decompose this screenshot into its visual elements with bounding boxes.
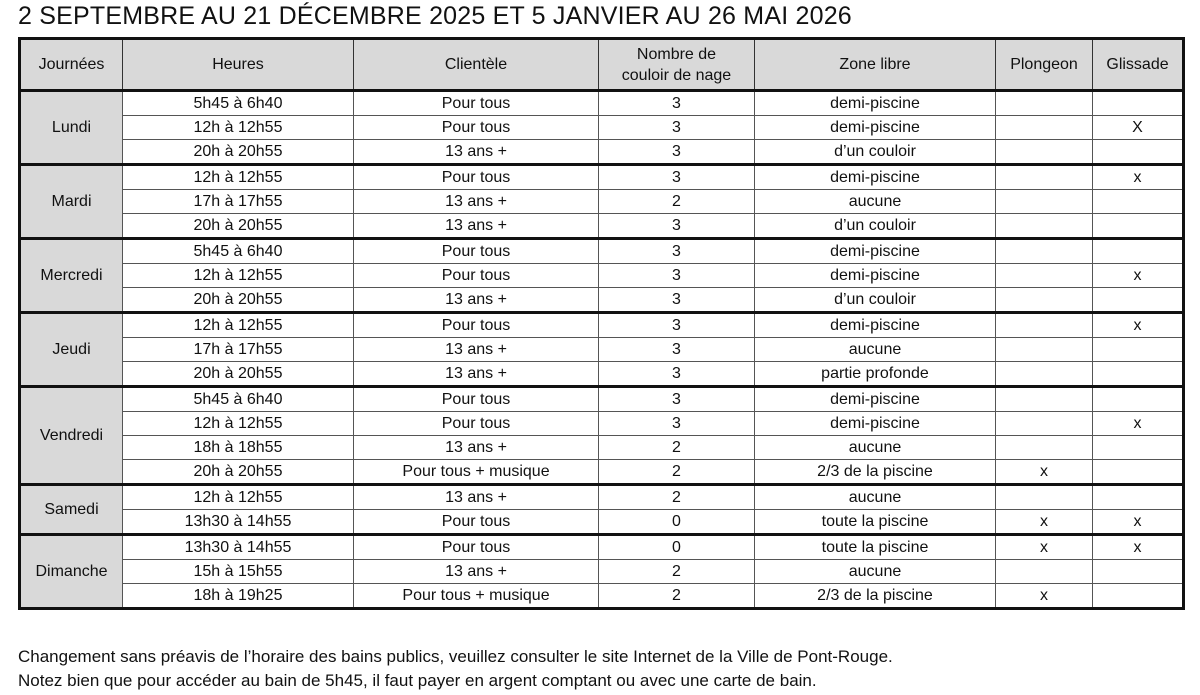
zone-cell: d’un couloir bbox=[755, 288, 996, 313]
table-row bbox=[20, 116, 1184, 140]
clientele-cell: 13 ans + bbox=[354, 485, 599, 510]
page-title: 2 SEPTEMBRE AU 21 DÉCEMBRE 2025 ET 5 JANVIER AU 26 MAI 2026 bbox=[18, 2, 852, 30]
table-row bbox=[20, 584, 1184, 609]
table-row bbox=[20, 313, 1184, 338]
lanes-cell: 3 bbox=[599, 412, 755, 436]
table-row bbox=[20, 214, 1184, 239]
table-header bbox=[20, 39, 1184, 91]
zone-cell: demi-piscine bbox=[755, 165, 996, 190]
zone-cell: toute la piscine bbox=[755, 535, 996, 560]
header-journees: Journées bbox=[20, 39, 123, 91]
clientele-cell: Pour tous bbox=[354, 165, 599, 190]
hours-cell: 12h à 12h55 bbox=[123, 165, 354, 190]
zone-cell: demi-piscine bbox=[755, 91, 996, 116]
slide-cell: x bbox=[1093, 535, 1184, 560]
day-cell: Jeudi bbox=[20, 313, 123, 387]
day-group bbox=[20, 239, 1184, 313]
lanes-cell: 3 bbox=[599, 140, 755, 165]
clientele-cell: 13 ans + bbox=[354, 362, 599, 387]
slide-cell bbox=[1093, 140, 1184, 165]
hours-cell: 20h à 20h55 bbox=[123, 362, 354, 387]
diving-cell: x bbox=[996, 510, 1093, 535]
diving-cell bbox=[996, 288, 1093, 313]
table-row bbox=[20, 535, 1184, 560]
hours-cell: 20h à 20h55 bbox=[123, 140, 354, 165]
zone-cell: demi-piscine bbox=[755, 116, 996, 140]
hours-cell: 5h45 à 6h40 bbox=[123, 239, 354, 264]
clientele-cell: Pour tous bbox=[354, 412, 599, 436]
header-heures: Heures bbox=[123, 39, 354, 91]
footer-line-1: Changement sans préavis de l’horaire des bains publics, veuillez consulter le site Internet de la Ville de Pont-Rouge. bbox=[18, 647, 893, 666]
header-zone: Zone libre bbox=[755, 39, 996, 91]
clientele-cell: Pour tous bbox=[354, 510, 599, 535]
hours-cell: 17h à 17h55 bbox=[123, 190, 354, 214]
table-row bbox=[20, 362, 1184, 387]
day-cell: Samedi bbox=[20, 485, 123, 535]
lanes-cell: 3 bbox=[599, 165, 755, 190]
hours-cell: 18h à 19h25 bbox=[123, 584, 354, 609]
hours-cell: 17h à 17h55 bbox=[123, 338, 354, 362]
slide-cell bbox=[1093, 584, 1184, 609]
diving-cell bbox=[996, 116, 1093, 140]
zone-cell: toute la piscine bbox=[755, 510, 996, 535]
zone-cell: d’un couloir bbox=[755, 214, 996, 239]
slide-cell bbox=[1093, 460, 1184, 485]
hours-cell: 20h à 20h55 bbox=[123, 460, 354, 485]
clientele-cell: Pour tous bbox=[354, 535, 599, 560]
lanes-cell: 3 bbox=[599, 387, 755, 412]
zone-cell: aucune bbox=[755, 190, 996, 214]
slide-cell: x bbox=[1093, 313, 1184, 338]
diving-cell: x bbox=[996, 535, 1093, 560]
day-group bbox=[20, 535, 1184, 609]
clientele-cell: Pour tous bbox=[354, 91, 599, 116]
hours-cell: 20h à 20h55 bbox=[123, 214, 354, 239]
zone-cell: demi-piscine bbox=[755, 412, 996, 436]
clientele-cell: 13 ans + bbox=[354, 436, 599, 460]
zone-cell: 2/3 de la piscine bbox=[755, 584, 996, 609]
diving-cell bbox=[996, 412, 1093, 436]
table-row bbox=[20, 412, 1184, 436]
clientele-cell: 13 ans + bbox=[354, 214, 599, 239]
hours-cell: 12h à 12h55 bbox=[123, 313, 354, 338]
hours-cell: 15h à 15h55 bbox=[123, 560, 354, 584]
lanes-cell: 3 bbox=[599, 264, 755, 288]
clientele-cell: 13 ans + bbox=[354, 288, 599, 313]
lanes-cell: 2 bbox=[599, 436, 755, 460]
slide-cell bbox=[1093, 436, 1184, 460]
table-row bbox=[20, 338, 1184, 362]
footer-line-2: Notez bien que pour accéder au bain de 5h45, il faut payer en argent comptant ou avec une carte de bain. bbox=[18, 671, 817, 690]
table-row bbox=[20, 460, 1184, 485]
clientele-cell: Pour tous bbox=[354, 313, 599, 338]
slide-cell: x bbox=[1093, 412, 1184, 436]
hours-cell: 12h à 12h55 bbox=[123, 412, 354, 436]
hours-cell: 13h30 à 14h55 bbox=[123, 535, 354, 560]
clientele-cell: Pour tous + musique bbox=[354, 584, 599, 609]
lanes-cell: 3 bbox=[599, 116, 755, 140]
header-couloirs-line1: Nombre de bbox=[636, 45, 717, 63]
zone-cell: aucune bbox=[755, 560, 996, 584]
slide-cell: x bbox=[1093, 165, 1184, 190]
schedule-table bbox=[18, 37, 1185, 610]
slide-cell bbox=[1093, 288, 1184, 313]
header-plongeon: Plongeon bbox=[996, 39, 1093, 91]
hours-cell: 20h à 20h55 bbox=[123, 288, 354, 313]
slide-cell: x bbox=[1093, 510, 1184, 535]
table-row bbox=[20, 288, 1184, 313]
slide-cell bbox=[1093, 214, 1184, 239]
lanes-cell: 3 bbox=[599, 214, 755, 239]
diving-cell bbox=[996, 436, 1093, 460]
table-row bbox=[20, 510, 1184, 535]
table-row bbox=[20, 560, 1184, 584]
day-group bbox=[20, 387, 1184, 485]
zone-cell: aucune bbox=[755, 338, 996, 362]
slide-cell: X bbox=[1093, 116, 1184, 140]
day-group bbox=[20, 165, 1184, 239]
slide-cell: x bbox=[1093, 264, 1184, 288]
clientele-cell: Pour tous bbox=[354, 387, 599, 412]
table-row bbox=[20, 387, 1184, 412]
lanes-cell: 2 bbox=[599, 560, 755, 584]
diving-cell bbox=[996, 264, 1093, 288]
lanes-cell: 3 bbox=[599, 313, 755, 338]
day-cell: Lundi bbox=[20, 91, 123, 165]
slide-cell bbox=[1093, 190, 1184, 214]
diving-cell bbox=[996, 338, 1093, 362]
day-cell: Mardi bbox=[20, 165, 123, 239]
day-cell: Vendredi bbox=[20, 387, 123, 485]
hours-cell: 5h45 à 6h40 bbox=[123, 387, 354, 412]
diving-cell bbox=[996, 140, 1093, 165]
diving-cell bbox=[996, 165, 1093, 190]
lanes-cell: 0 bbox=[599, 510, 755, 535]
header-clientele: Clientèle bbox=[354, 39, 599, 91]
table-row bbox=[20, 91, 1184, 116]
hours-cell: 5h45 à 6h40 bbox=[123, 91, 354, 116]
slide-cell bbox=[1093, 560, 1184, 584]
lanes-cell: 2 bbox=[599, 584, 755, 609]
table-row bbox=[20, 436, 1184, 460]
clientele-cell: 13 ans + bbox=[354, 190, 599, 214]
table-row bbox=[20, 239, 1184, 264]
footer-notes bbox=[18, 645, 893, 693]
diving-cell bbox=[996, 485, 1093, 510]
lanes-cell: 0 bbox=[599, 535, 755, 560]
slide-cell bbox=[1093, 239, 1184, 264]
slide-cell bbox=[1093, 485, 1184, 510]
lanes-cell: 3 bbox=[599, 288, 755, 313]
hours-cell: 12h à 12h55 bbox=[123, 485, 354, 510]
zone-cell: demi-piscine bbox=[755, 313, 996, 338]
clientele-cell: Pour tous bbox=[354, 264, 599, 288]
clientele-cell: Pour tous + musique bbox=[354, 460, 599, 485]
hours-cell: 18h à 18h55 bbox=[123, 436, 354, 460]
day-group bbox=[20, 91, 1184, 165]
day-group bbox=[20, 313, 1184, 387]
lanes-cell: 2 bbox=[599, 460, 755, 485]
diving-cell bbox=[996, 560, 1093, 584]
diving-cell bbox=[996, 362, 1093, 387]
diving-cell: x bbox=[996, 460, 1093, 485]
table-row bbox=[20, 485, 1184, 510]
header-couloirs-line2: couloir de nage bbox=[621, 66, 732, 84]
slide-cell bbox=[1093, 362, 1184, 387]
diving-cell bbox=[996, 190, 1093, 214]
zone-cell: demi-piscine bbox=[755, 387, 996, 412]
zone-cell: aucune bbox=[755, 485, 996, 510]
zone-cell: 2/3 de la piscine bbox=[755, 460, 996, 485]
day-cell: Dimanche bbox=[20, 535, 123, 609]
lanes-cell: 3 bbox=[599, 91, 755, 116]
lanes-cell: 3 bbox=[599, 338, 755, 362]
diving-cell bbox=[996, 239, 1093, 264]
slide-cell bbox=[1093, 387, 1184, 412]
diving-cell: x bbox=[996, 584, 1093, 609]
slide-cell bbox=[1093, 91, 1184, 116]
hours-cell: 13h30 à 14h55 bbox=[123, 510, 354, 535]
clientele-cell: Pour tous bbox=[354, 116, 599, 140]
day-cell: Mercredi bbox=[20, 239, 123, 313]
lanes-cell: 3 bbox=[599, 239, 755, 264]
slide-cell bbox=[1093, 338, 1184, 362]
lanes-cell: 3 bbox=[599, 362, 755, 387]
header-glissade: Glissade bbox=[1093, 39, 1184, 91]
diving-cell bbox=[996, 313, 1093, 338]
day-group bbox=[20, 485, 1184, 535]
diving-cell bbox=[996, 91, 1093, 116]
table-row bbox=[20, 165, 1184, 190]
zone-cell: partie profonde bbox=[755, 362, 996, 387]
zone-cell: d’un couloir bbox=[755, 140, 996, 165]
table-row bbox=[20, 264, 1184, 288]
zone-cell: demi-piscine bbox=[755, 239, 996, 264]
lanes-cell: 2 bbox=[599, 485, 755, 510]
hours-cell: 12h à 12h55 bbox=[123, 264, 354, 288]
clientele-cell: 13 ans + bbox=[354, 140, 599, 165]
lanes-cell: 2 bbox=[599, 190, 755, 214]
header-couloirs bbox=[599, 39, 755, 91]
diving-cell bbox=[996, 387, 1093, 412]
table-row bbox=[20, 140, 1184, 165]
zone-cell: demi-piscine bbox=[755, 264, 996, 288]
clientele-cell: 13 ans + bbox=[354, 560, 599, 584]
diving-cell bbox=[996, 214, 1093, 239]
zone-cell: aucune bbox=[755, 436, 996, 460]
table-row bbox=[20, 190, 1184, 214]
hours-cell: 12h à 12h55 bbox=[123, 116, 354, 140]
clientele-cell: 13 ans + bbox=[354, 338, 599, 362]
clientele-cell: Pour tous bbox=[354, 239, 599, 264]
